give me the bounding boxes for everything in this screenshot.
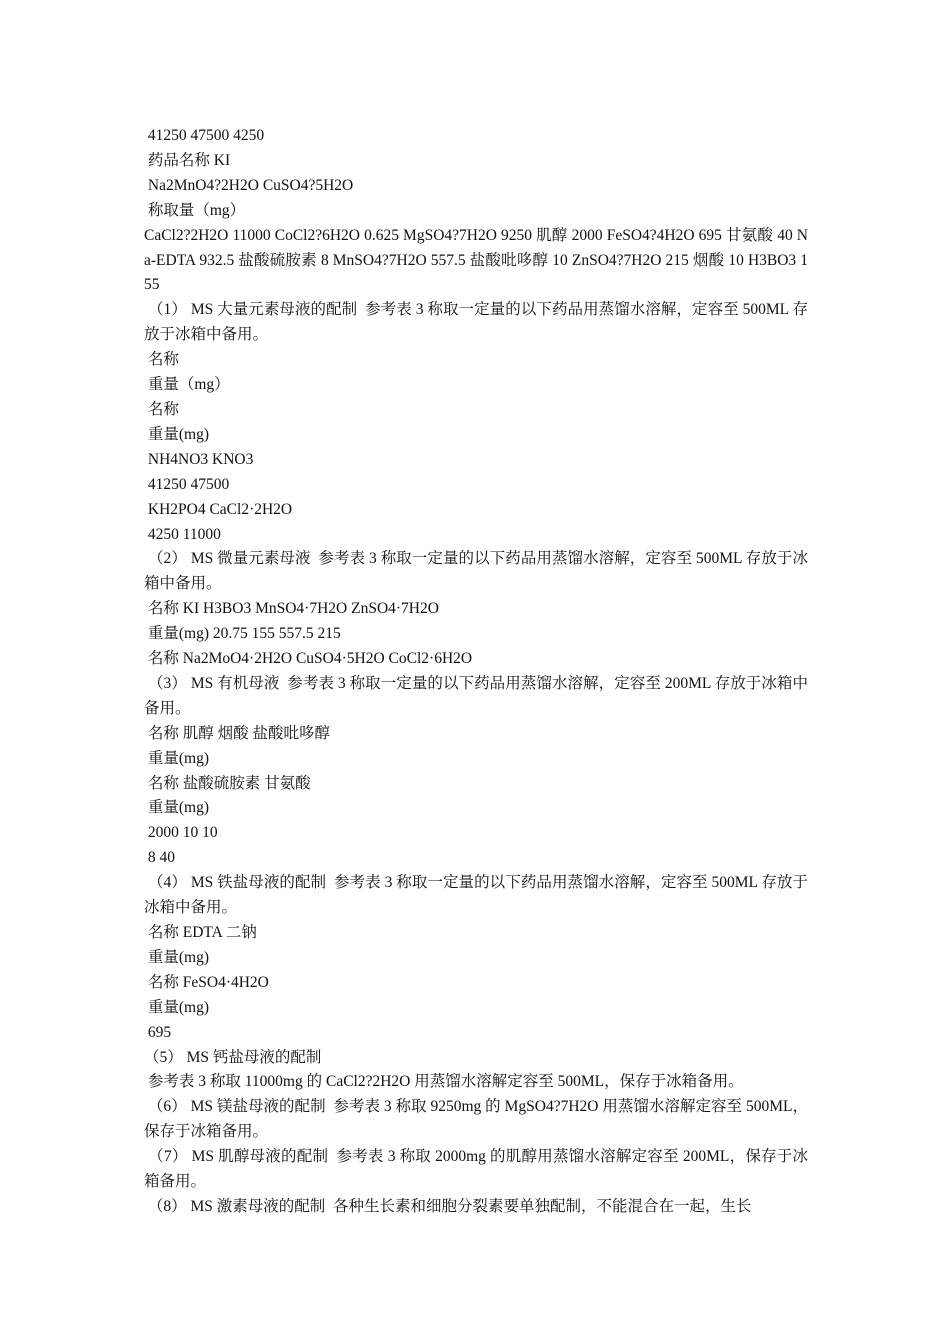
text-paragraph: CaCl2?2H2O 11000 CoCl2?6H2O 0.625 MgSO4?7H2O 9250 肌醇 2000 FeSO4?4H2O 695 甘氨酸 40 Na-EDTA 932.5 盐酸硫胺素 8 MnSO4?7H2O 557.5 盐酸吡哆醇 10 ZnSO4?7H2O 215 烟酸 10 H3BO3 155	[144, 226, 808, 294]
text-line: 药品名称 KI	[144, 151, 231, 169]
text-line: 重量(mg) 20.75 155 557.5 215	[144, 625, 341, 643]
section-8-heading: （8） MS 激素母液的配制 各种生长素和细胞分裂素要单独配制，不能混合在一起，生长	[144, 1197, 752, 1215]
document-body	[144, 124, 808, 1220]
text-line: 名称 EDTA 二钠	[144, 924, 257, 941]
text-line: 重量(mg)	[144, 998, 210, 1016]
text-line: 重量(mg)	[144, 948, 210, 966]
text-line: 名称 肌醇 烟酸 盐酸吡哆醇	[144, 724, 331, 742]
text-line: 8 40	[144, 849, 175, 867]
text-line: 名称 Na2MoO4·2H2O CuSO4·5H2O CoCl2·6H2O	[144, 650, 473, 668]
text-line: Na2MnO4?2H2O CuSO4?5H2O	[144, 176, 354, 194]
text-line: 695	[144, 1023, 172, 1041]
text-line: 41250 47500 4250	[144, 127, 265, 144]
text-line: KH2PO4 CaCl2·2H2O	[144, 500, 293, 518]
section-6-heading: （6） MS 镁盐母液的配制 参考表 3 称取 9250mg 的 MgSO4?7H2O 用蒸馏水溶解定容至 500ML，保存于冰箱备用。	[144, 1098, 809, 1141]
section-2-heading: （2） MS 微量元素母液 参考表 3 称取一定量的以下药品用蒸馏水溶解，定容至 500ML 存放于冰箱中备用。	[144, 550, 809, 593]
text-line: 名称	[144, 351, 179, 369]
text-line: 2000 10 10	[144, 824, 218, 842]
text-line: 重量(mg)	[144, 425, 210, 443]
section-3-heading: （3） MS 有机母液 参考表 3 称取一定量的以下药品用蒸馏水溶解，定容至 200ML 存放于冰箱中备用。	[144, 674, 809, 717]
text-line: 重量（mg）	[144, 376, 230, 394]
text-line: 41250 47500	[144, 475, 230, 493]
section-5-heading: （5） MS 钙盐母液的配制	[144, 1048, 322, 1066]
section-1-heading: （1） MS 大量元素母液的配制 参考表 3 称取一定量的以下药品用蒸馏水溶解，定容至 500ML 存放于冰箱中备用。	[144, 301, 809, 344]
text-line: 参考表 3 称取 11000mg 的 CaCl2?2H2O 用蒸馏水溶解定容至 500ML，保存于冰箱备用。	[144, 1073, 744, 1091]
text-line: 名称	[144, 400, 179, 418]
section-7-heading: （7） MS 肌醇母液的配制 参考表 3 称取 2000mg 的肌醇用蒸馏水溶解定容至 200ML，保存于冰箱备用。	[144, 1148, 808, 1191]
text-line: 名称 FeSO4·4H2O	[144, 973, 269, 991]
text-line: 重量(mg)	[144, 799, 210, 817]
text-line: NH4NO3 KNO3	[144, 450, 254, 468]
text-line: 重量(mg)	[144, 749, 210, 767]
text-line: 称取量（mg）	[144, 201, 246, 219]
text-line: 名称 KI H3BO3 MnSO4·7H2O ZnSO4·7H2O	[144, 600, 439, 618]
text-line: 名称 盐酸硫胺素 甘氨酸	[144, 774, 311, 792]
section-4-heading: （4） MS 铁盐母液的配制 参考表 3 称取一定量的以下药品用蒸馏水溶解，定容至 500ML 存放于冰箱中备用。	[144, 874, 809, 917]
text-line: 4250 11000	[144, 525, 221, 543]
